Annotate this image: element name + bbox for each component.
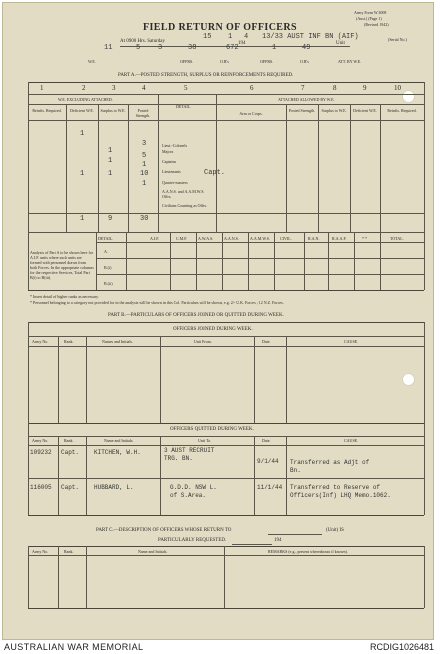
left-col-head-1: Reinfts. Required. <box>32 108 62 113</box>
analysis-head-other: * * <box>362 236 367 241</box>
part-c-top <box>28 546 424 547</box>
quitted-sep-3 <box>160 436 161 515</box>
footnote-categories: * Personnel belonging to a category not provided for in the analysis will be shown in this Col. Particulars will be shown, e.g. 2/- U.K. Forces ; 12 N.Z. Forces. <box>30 300 284 305</box>
figure-1: 38 <box>188 44 197 52</box>
figure-4: 49 <box>302 44 311 52</box>
part-c-head-bottom <box>28 555 424 556</box>
analysis-sep-2 <box>170 232 171 290</box>
analysis-sep-9 <box>354 232 355 290</box>
left-col-head-2: Deficient W.E. <box>70 108 94 113</box>
col-number-3: 3 <box>112 84 116 92</box>
col-number-1: 1 <box>40 84 44 92</box>
joined-col-unit: Unit From. <box>194 339 212 344</box>
figure-3: 1 <box>272 44 277 52</box>
rank-lt-colonels: Lieut.-Colonels <box>162 143 187 148</box>
right-col-head-2: Posted Strength. <box>288 108 316 113</box>
total-col2: 1 <box>80 215 85 223</box>
quitted-sep-5 <box>286 436 287 515</box>
rank-captains: Captains <box>162 159 176 164</box>
part-c-year: 194 <box>274 538 282 543</box>
quit2-cause-2: Officers(Inf) LHQ Memo.1062. <box>290 492 391 499</box>
archive-name: AUSTRALIAN WAR MEMORIAL <box>4 642 144 652</box>
punch-hole-bottom <box>402 373 415 386</box>
quitted-col-cause: CAUSE. <box>344 438 359 443</box>
analysis-row-line-3 <box>96 274 424 275</box>
col4-value-c: 1 <box>142 161 147 169</box>
col2-value-b: 1 <box>80 170 85 178</box>
part-a-sep-2 <box>98 104 99 232</box>
quitted-col-army-no: Army No. <box>32 438 49 443</box>
quit1-date: 9/1/44 <box>257 458 279 465</box>
part-a-left-border <box>28 82 29 232</box>
quitted-head-top <box>28 436 424 437</box>
analysis-head-civil: CIVIL. <box>280 236 292 241</box>
right-col-head-5: Reinfts. Required. <box>387 108 417 113</box>
quitted-col-date: Date. <box>262 438 271 443</box>
quit1-army-no: 109232 <box>30 449 52 456</box>
analysis-row-line-2 <box>96 258 424 259</box>
part-c-unit-label: (Unit) IS <box>326 528 344 533</box>
archive-footer <box>0 641 440 654</box>
analysis-sep-10 <box>380 232 381 290</box>
year-printed: 194 <box>238 41 246 46</box>
attached-allowed: ATTACHED ALLOWED BY W.E. <box>278 97 335 102</box>
part-c-unit-underline <box>268 534 322 535</box>
part-a-title: PART A.—POSTED STRENGTH, SURPLUS OR REINFORCEMENTS REQUIRED. <box>118 73 294 78</box>
analysis-sep-1 <box>126 232 127 290</box>
col3-value-c: 1 <box>108 170 113 178</box>
quitted-head-bottom <box>28 445 424 446</box>
joined-sep-1 <box>58 336 59 423</box>
day-value: 15 <box>203 33 212 41</box>
footnote-ranks: * Insert detail of higher ranks as necessary. <box>30 294 99 299</box>
quit2-name: HUBBARD, L. <box>94 484 134 491</box>
quit1-cause-2: Bn. <box>290 467 301 474</box>
part-a-sep-5 <box>216 94 217 232</box>
part-c-title: PART C.—DESCRIPTION OF OFFICERS WHOSE RETURN TO <box>96 528 232 533</box>
part-c-sep-2 <box>86 546 87 608</box>
joined-col-name: Names and Initials. <box>102 339 133 344</box>
analysis-note: Analysis of Part A to be shown here for A.I.F. units where such units are formed with personnel drawn from both Forces. In the appropriate columns for the respective Services, Total Part B(i) to B(iii). <box>30 250 94 280</box>
quit2-cause-1: Transferred to Reserve of <box>290 484 381 491</box>
rank-lieutenants: Lieutenants <box>162 169 181 174</box>
quit1-unit-1: 3 AUST RECRUIT <box>164 447 215 454</box>
analysis-head-detail: DETAIL. <box>98 236 114 241</box>
right-col-head-4: Deficient W.E. <box>353 108 377 113</box>
analysis-bottom-line <box>28 290 424 291</box>
col4-value-b: 5 <box>142 152 147 160</box>
col-number-10: 10 <box>394 84 401 92</box>
joined-head-bottom <box>28 346 424 347</box>
joined-title: OFFICERS JOINED DURING WEEK. <box>173 327 253 332</box>
col4-value-d: 10 <box>140 170 149 178</box>
part-a-sep-3 <box>128 104 129 232</box>
analysis-sep-7 <box>304 232 305 290</box>
left-col-head-4: Posted Strength. <box>135 108 151 118</box>
quit2-army-no: 116005 <box>30 484 52 491</box>
we-value: 11 <box>104 44 113 52</box>
analysis-head-aans: A.A.N.S. <box>224 236 239 241</box>
part-a-sep-8 <box>350 104 351 232</box>
ohs-label: O.R's <box>220 59 229 64</box>
quit1-cause-1: Transferred as Adjt of <box>290 459 370 466</box>
joined-head-top <box>28 336 424 337</box>
joined-sep-3 <box>160 336 161 423</box>
analysis-sep-0 <box>96 232 97 290</box>
analysis-head-total: TOTAL. <box>390 236 404 241</box>
col4-value-a: 3 <box>142 140 147 148</box>
analysis-head-aamws: A.A.M.W.S. <box>250 236 270 241</box>
we-excluding-attached: W.E. EXCLUDING ATTACHED. <box>58 97 113 102</box>
quitted-sep-4 <box>254 436 255 515</box>
quit1-name: KITCHEN, W.H. <box>94 449 141 456</box>
analysis-sep-3 <box>196 232 197 290</box>
year-hand-value: 4 <box>244 33 249 41</box>
quitted-sep-2 <box>86 436 87 515</box>
joined-col-army-no: Army No. <box>32 339 49 344</box>
quitted-title: OFFICERS QUITTED DURING WEEK. <box>170 427 254 432</box>
part-c-sep-1 <box>58 546 59 608</box>
form-ref-line2: (Aust.) (Page 1) <box>356 16 382 21</box>
rank-majors: Majors <box>162 149 174 154</box>
col4-value-e: 1 <box>142 180 147 188</box>
col-number-4: 4 <box>142 84 146 92</box>
analysis-row-bii: B.(ii) <box>104 281 113 286</box>
offrs-label: OFFRS. <box>180 59 194 64</box>
part-b-top-line <box>28 322 424 323</box>
quitted-col-unit: Unit To. <box>198 438 212 443</box>
col2-value-a: 1 <box>80 130 85 138</box>
quit2-rank: Capt. <box>61 484 80 491</box>
part-a-subhead-line <box>28 104 424 105</box>
part-a-total-line <box>28 213 424 214</box>
joined-sep-5 <box>286 336 287 423</box>
part-a-sep-1 <box>66 104 67 232</box>
part-c-right <box>424 546 425 608</box>
joined-col-date: Date. <box>262 339 271 344</box>
offrs-value: 5 <box>136 44 141 52</box>
analysis-sep-5 <box>248 232 249 290</box>
part-a-right-border <box>424 82 425 232</box>
analysis-left <box>28 232 29 290</box>
part-c-col-remarks: REMARKS (e.g., present whereabouts if known). <box>268 549 348 554</box>
capt-hand-entry: Capt. <box>204 169 226 177</box>
form-ref-line3: (Revised 1942) <box>364 22 389 27</box>
at-time-label: At 0900 Hrs. Saturday <box>120 39 165 44</box>
analysis-head-cmf: C.M.F. <box>176 236 188 241</box>
rank-civilians: Civilians Counting as Offrs. <box>162 203 208 208</box>
archive-id: RCDIG1026481 <box>369 642 434 652</box>
col-number-6: 6 <box>250 84 254 92</box>
part-a-sep-6 <box>286 104 287 232</box>
part-c-col-name: Name and Initials. <box>138 549 168 554</box>
part-c-col-rank: Rank. <box>64 549 74 554</box>
quit1-unit-2: TRG. BN. <box>164 455 193 462</box>
figure-2: 672 <box>226 44 239 52</box>
analysis-row-a: A. <box>104 249 108 254</box>
joined-left <box>28 322 29 423</box>
att-label: ATT. BY W.E. <box>338 59 362 64</box>
total-col4: 30 <box>140 215 149 223</box>
form-ref-line1: Army Form W.3008 <box>354 10 387 15</box>
quit2-date: 11/1/44 <box>257 484 283 491</box>
we-label: W.E. <box>88 59 96 64</box>
analysis-head-aif: A.I.F. <box>150 236 160 241</box>
part-a-bottom-line <box>28 232 424 233</box>
part-c-left <box>28 546 29 608</box>
part-b-title: PART B.—PARTICULARS OF OFFICERS JOINED OR QUITTED DURING WEEK. <box>108 313 284 318</box>
right-col-head-3: Surplus to W.E. <box>321 108 347 113</box>
unit-value: 13/33 AUST INF BN (AIF) <box>262 33 359 41</box>
analysis-head-awas: A.W.A.S. <box>198 236 214 241</box>
col-number-9: 9 <box>363 84 367 92</box>
part-c-date-underline <box>232 544 272 545</box>
col-number-top <box>28 82 424 83</box>
quit2-unit-2: of S.Area. <box>170 492 207 499</box>
quit1-rank: Capt. <box>61 449 80 456</box>
quitted-col-name: Name and Initials. <box>104 438 134 443</box>
part-a-head-line <box>28 120 424 121</box>
part-a-sep-9 <box>380 104 381 232</box>
part-c-sub: PARTICULARLY REQUESTED. <box>158 538 227 543</box>
quitted-sep-1 <box>58 436 59 515</box>
analysis-sep-8 <box>328 232 329 290</box>
col-number-8: 8 <box>333 84 337 92</box>
quitted-bottom <box>28 515 424 516</box>
col3-value-b: 1 <box>108 157 113 165</box>
part-c-col-army-no: Army No. <box>32 549 49 554</box>
joined-right <box>424 322 425 423</box>
quitted-row-line <box>28 478 424 479</box>
analysis-head-raaf: R.A.A.F. <box>332 236 347 241</box>
analysis-sep-4 <box>222 232 223 290</box>
part-c-bottom <box>28 608 424 609</box>
month-value: 1 <box>228 33 233 41</box>
col-number-5: 5 <box>184 84 188 92</box>
right-col-head-1: Arm or Corps. <box>239 111 263 116</box>
part-c-sep-3 <box>224 546 225 608</box>
punch-hole-top <box>402 90 415 103</box>
page-title: FIELD RETURN OF OFFICERS <box>143 22 297 33</box>
quitted-right <box>424 423 425 515</box>
detail-head: DETAIL. <box>176 104 192 109</box>
offrs-label-2: OFFRS. <box>260 59 274 64</box>
joined-col-rank: Rank. <box>64 339 74 344</box>
ohs-label-2: O.R's <box>300 59 309 64</box>
analysis-sep-6 <box>274 232 275 290</box>
ohs-value: 3 <box>158 44 163 52</box>
analysis-row-line-1 <box>96 242 424 243</box>
rank-nursing: A.A.N.S. and A.A.M.W.S. Offrs. <box>162 189 205 199</box>
quitted-left <box>28 423 29 515</box>
joined-sep-4 <box>254 336 255 423</box>
analysis-row-bi: B.(i) <box>104 265 112 270</box>
col-number-bottom <box>28 94 424 95</box>
analysis-right <box>424 232 425 290</box>
col-number-2: 2 <box>82 84 86 92</box>
col3-value-a: 1 <box>108 147 113 155</box>
unit-label: Unit <box>336 41 345 46</box>
rank-quartermasters: Quarter-masters <box>162 180 188 185</box>
part-a-sep-7 <box>318 104 319 232</box>
joined-bottom <box>28 423 424 424</box>
col-number-7: 7 <box>301 84 305 92</box>
part-a-sep-4 <box>158 94 159 232</box>
analysis-head-ran: R.A.N. <box>308 236 320 241</box>
quitted-col-rank: Rank. <box>64 438 74 443</box>
total-col3: 9 <box>108 215 113 223</box>
left-col-head-3: Surplus to W.E. <box>100 108 126 113</box>
joined-sep-2 <box>86 336 87 423</box>
quit2-unit-1: G.D.D. NSW L. <box>170 484 217 491</box>
joined-col-cause: CAUSE. <box>344 339 359 344</box>
serial-label: (Serial No.) <box>388 37 407 42</box>
